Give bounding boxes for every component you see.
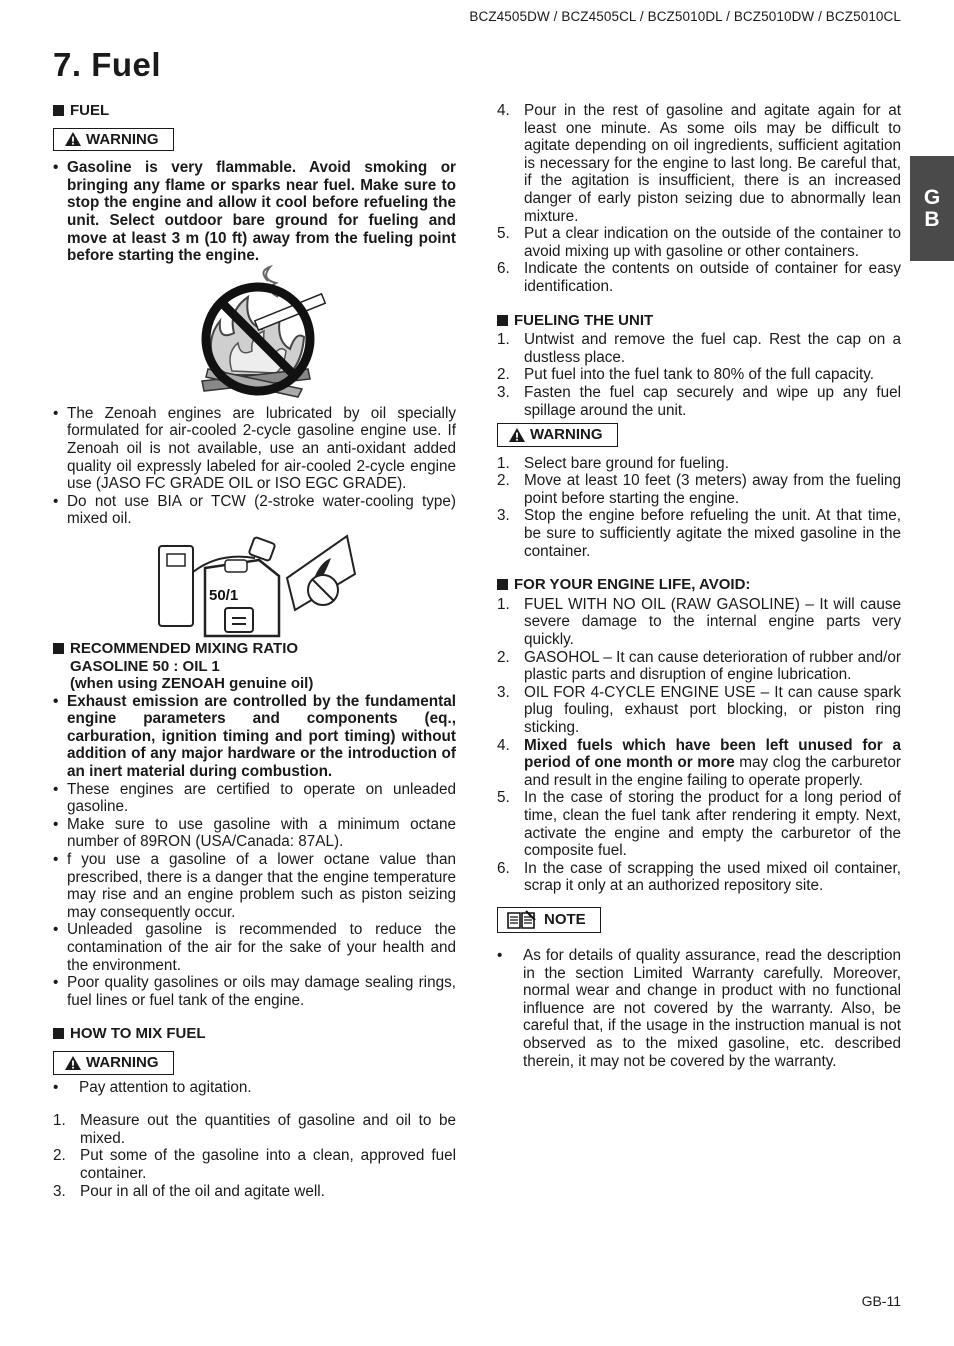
ratio-bullet-4: • Unleaded gasoline is recommended to reduce the contamination of the air for the sake of your health and the environment. xyxy=(53,921,456,974)
language-tab-letter-g: G xyxy=(923,185,941,209)
agitation-bullet: • Pay attention to agitation. xyxy=(53,1078,252,1096)
fueling-step-1: 1. Untwist and remove the fuel cap. Rest the cap on a dustless place. xyxy=(497,331,901,366)
square-bullet-icon xyxy=(497,579,508,590)
mix-step-3: 3. Pour in all of the oil and agitate well. xyxy=(53,1182,325,1200)
fueling-step-2: 2. Put fuel into the fuel tank to 80% of the full capacity. xyxy=(497,366,875,384)
square-bullet-icon xyxy=(53,643,64,654)
square-bullet-icon xyxy=(53,105,64,116)
ratio-bullet-2: • Make sure to use gasoline with a minimum octane number of 89RON (USA/Canada: 87AL). xyxy=(53,815,456,851)
fuel-bullet-oil: • The Zenoah engines are lubricated by oil specially formulated for air-cooled 2-cycle gasoline engine use. If Zenoah oil is not available, use an anti-oxidant added quality oil expressly labeled for air-cooled 2-cycle engine use (JASO FC GRADE OIL or ISO EGC GRADE). xyxy=(53,404,456,493)
note-text: • As for details of quality assurance, read the description in the section Limited Warranty carefully. Moreover, normal wear and change in product with no functional influence are not covered by the warranty. Also, be careful that, if the usage in the instruction manual is not observed as to the mixed gasoline, etc. described therein, it may not be covered by the warranty. xyxy=(497,946,901,1070)
ratio-bullet-5: • Poor quality gasolines or oils may damage sealing rings, fuel lines or fuel tank of the engine. xyxy=(53,974,456,1009)
engine-life-item-1: 1. FUEL WITH NO OIL (RAW GASOLINE) – It will cause severe damage to the internal engine parts very quickly. xyxy=(497,595,901,649)
warning-triangle-icon xyxy=(508,427,526,443)
engine-life-item-4: 4. Mixed fuels which have been left unused for a period of one month or more may clog the carburetor and result in the engine failing to operate properly. xyxy=(497,736,901,789)
fuel-can-mixing-illustration xyxy=(53,528,456,640)
ratio-bullet-1: • These engines are certified to operate on unleaded gasoline. xyxy=(53,780,456,816)
ratio-bullet-3: • f you use a gasoline of a lower octane value than prescribed, there is a danger that the engine temperature may rise and an engine problem such as piston seizing may consequently occur. xyxy=(53,851,456,921)
language-tab-letter-b: B xyxy=(924,207,940,231)
engine-life-item-6: 6. In the case of scrapping the used mixed oil container, scrap it only at an authorized repository site. xyxy=(497,859,901,895)
fuel-bullet-no-bia: • Do not use BIA or TCW (2-stroke water-cooling type) mixed oil. xyxy=(53,492,456,528)
fueling-step-3: 3. Fasten the fuel cap securely and wipe up any fuel spillage around the unit. xyxy=(497,383,901,419)
mix-step-5: 5. Put a clear indication on the outside of the container to avoid mixing up with gasoline or other containers. xyxy=(497,225,901,260)
warning-triangle-icon xyxy=(64,1055,82,1071)
square-bullet-icon xyxy=(497,315,508,326)
mix-step-4: 4. Pour in the rest of gasoline and agitate again for at least one minute. As some oils may be difficult to agitate depending on oil ingredients, sufficient agitation is necessary for the engine to last long. Be careful that, if the agitation is insufficient, there is an increased danger of early piston seizing due to abnormally lean mixture. xyxy=(497,102,901,225)
emission-bullet: • Exhaust emission are controlled by the fundamental engine parameters and components (eq., carburation, ignition timing and port timing) without addition of any major hardware or the introduction of an inert material during combustion. xyxy=(53,692,456,781)
fuel-heading: FUEL xyxy=(53,102,456,120)
no-smoking-no-flame-illustration xyxy=(53,265,456,405)
engine-life-heading: FOR YOUR ENGINE LIFE, AVOID: xyxy=(497,576,901,594)
note-label: NOTE xyxy=(497,907,601,933)
note-book-icon xyxy=(506,910,536,930)
fueling-warning-step-1: 1. Select bare ground for fueling. xyxy=(497,454,729,472)
fueling-heading: FUELING THE UNIT xyxy=(497,312,901,330)
page-number: GB-11 xyxy=(861,1293,901,1309)
language-tab xyxy=(910,156,954,261)
how-to-mix-warning-label: WARNING xyxy=(53,1051,174,1075)
warning-triangle-icon xyxy=(64,131,82,147)
fuel-can-label: 50/1 xyxy=(209,586,239,604)
fuel-warning-text: • Gasoline is very flammable. Avoid smoking or bringing any flame or sparks near fuel. Make sure to stop the engine and allow it cool before refueling the unit. Select outdoor bare ground for fueling and move at least 3 m (10 ft) away from the fueling point before starting the engine. xyxy=(53,159,456,265)
fuel-warning-label: WARNING xyxy=(53,128,174,152)
mix-step-1: 1. Measure out the quantities of gasoline and oil to be mixed. xyxy=(53,1112,456,1147)
square-bullet-icon xyxy=(53,1028,64,1039)
page-title: 7. Fuel xyxy=(53,46,162,83)
fueling-warning-label: WARNING xyxy=(497,423,618,447)
fueling-warning-step-3: 3. Stop the engine before refueling the unit. At that time, be sure to sufficiently agitate the mixed gasoline in the container. xyxy=(497,507,901,560)
mix-step-6: 6. Indicate the contents on outside of container for easy identification. xyxy=(497,260,901,295)
fueling-warning-step-2: 2. Move at least 10 feet (3 meters) away from the fueling point before starting the engine. xyxy=(497,472,901,507)
engine-life-item-3: 3. OIL FOR 4-CYCLE ENGINE USE – It can cause spark plug fouling, exhaust port blocking, or piston ring sticking. xyxy=(497,683,901,736)
mixing-ratio-heading: RECOMMENDED MIXING RATIO GASOLINE 50 : OIL 1 (when using ZENOAH genuine oil) xyxy=(53,640,456,693)
mix-step-2: 2. Put some of the gasoline into a clean, approved fuel container. xyxy=(53,1147,456,1182)
engine-life-item-2: 2. GASOHOL – It can cause deterioration of rubber and/or plastic parts and disruption of engine lubrication. xyxy=(497,648,901,684)
engine-life-item-5: 5. In the case of storing the product for a long period of time, clean the fuel tank after rendering it empty. Next, activate the engine and empty the carburetor of the composite fuel. xyxy=(497,789,901,860)
how-to-mix-heading: HOW TO MIX FUEL xyxy=(53,1025,456,1043)
right-column xyxy=(497,102,901,1070)
model-numbers: BCZ4505DW / BCZ4505CL / BCZ5010DL / BCZ5010DW / BCZ5010CL xyxy=(469,9,901,24)
left-column xyxy=(53,102,456,1200)
